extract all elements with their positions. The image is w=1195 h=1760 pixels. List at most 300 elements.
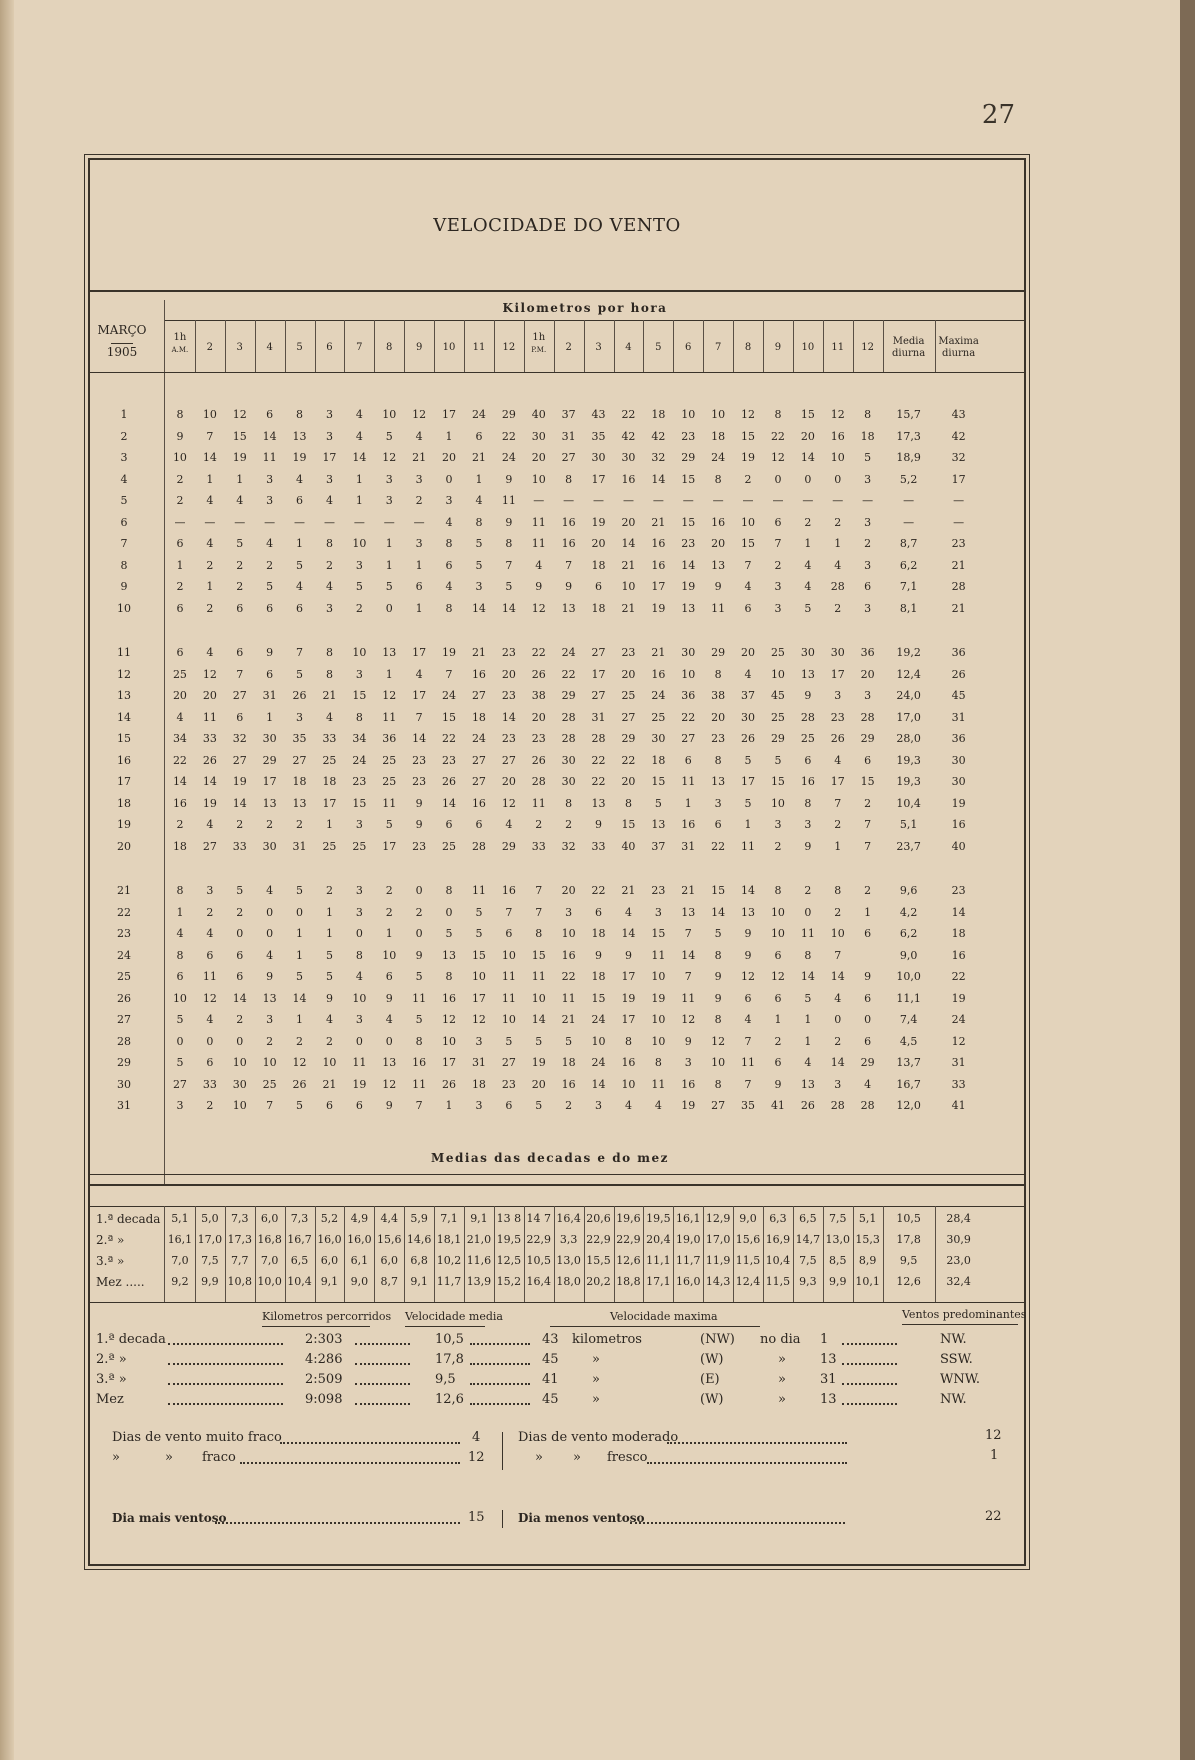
hourly-value: 3: [325, 408, 333, 421]
hourly-value: 8: [325, 667, 333, 681]
hourly-value: 20: [621, 667, 636, 681]
hourly-value: 12: [292, 1056, 307, 1069]
header-km: Kilometros percorridos: [262, 1310, 392, 1323]
hourly-value: 4: [744, 1013, 752, 1026]
hourly-value: 11: [711, 601, 726, 615]
hourly-value: 29: [711, 646, 726, 659]
hourly-value: 10: [651, 1034, 666, 1048]
dias-moderado-value: 12: [985, 1428, 1002, 1443]
hourly-value: 8: [445, 970, 453, 983]
hourly-value: 14: [412, 732, 427, 745]
hourly-value: 3: [385, 494, 393, 507]
hourly-value: 11: [202, 970, 217, 983]
hourly-value: 6: [864, 753, 872, 767]
hourly-value: 9: [714, 991, 722, 1005]
hourly-value: 6: [774, 1056, 782, 1069]
hourly-value: 25: [172, 667, 187, 681]
hourly-value: 9: [385, 1099, 393, 1112]
hourly-value: 28: [531, 775, 546, 788]
dias-divider: [502, 1510, 503, 1528]
hourly-value: 14: [621, 537, 636, 550]
hourly-value: 29: [262, 753, 277, 767]
hourly-value: 13: [711, 558, 726, 572]
dias-fraco-value: 12: [468, 1450, 485, 1465]
hourly-value: 2: [176, 818, 184, 831]
means-value: 7,5: [799, 1254, 817, 1267]
hourly-value: 9: [535, 580, 543, 593]
dias-fraco-b: »: [165, 1450, 173, 1465]
hourly-value: 2: [206, 601, 214, 615]
hourly-value: 9: [744, 948, 752, 962]
hourly-value: 0: [355, 1034, 363, 1048]
summary-vmed: 10,5: [435, 1332, 464, 1347]
hourly-value: 4: [236, 494, 244, 507]
hourly-value: 6: [804, 753, 812, 767]
hourly-value: 12: [770, 451, 785, 464]
hourly-value: 2: [266, 818, 274, 831]
hourly-value: 11: [501, 991, 516, 1005]
hourly-value: 2: [385, 884, 393, 897]
hourly-value: 2: [834, 818, 842, 831]
hourly-value: 2: [176, 472, 184, 486]
hourly-value: 27: [232, 689, 247, 702]
means-value: 19,5: [496, 1233, 522, 1246]
means-value: 6,0: [320, 1254, 339, 1267]
hourly-value: 10: [621, 580, 636, 593]
hourly-value: 7: [684, 927, 692, 940]
hourly-value: 25: [770, 710, 785, 724]
hourly-value: 10: [621, 1077, 636, 1091]
hourly-value: 4: [415, 667, 423, 681]
summary-unit: »: [592, 1372, 600, 1387]
summary-vento: NW.: [940, 1332, 967, 1347]
hourly-value: 3: [774, 818, 782, 831]
hourly-value: 23: [501, 646, 516, 659]
hourly-value: 29: [501, 408, 516, 421]
summary-dir: (NW): [700, 1332, 735, 1347]
hourly-value: 7: [415, 1099, 423, 1112]
hourly-value: 27: [202, 839, 217, 853]
hourly-value: 24: [561, 646, 576, 659]
hourly-value: 4: [206, 494, 214, 507]
hourly-value: 43: [591, 408, 606, 421]
hourly-value: 23: [531, 732, 546, 745]
hourly-value: 4: [624, 1099, 632, 1112]
hourly-value: 25: [322, 839, 337, 853]
hourly-value: 6: [445, 558, 453, 572]
daily-mean: 18,9: [896, 451, 921, 464]
hourly-value: 24: [471, 732, 486, 745]
hourly-value: 6: [236, 646, 244, 659]
hourly-value: 3: [206, 884, 214, 897]
hourly-value: 33: [531, 839, 546, 853]
hourly-value: 2: [834, 601, 842, 615]
hourly-value: 6: [595, 580, 603, 593]
hourly-value: 4: [445, 580, 453, 593]
hourly-value: 9: [864, 970, 872, 983]
hourly-value: 14: [501, 710, 516, 724]
hourly-value: 3: [415, 537, 423, 550]
hourly-value: 10: [591, 1034, 606, 1048]
hourly-value: 15: [651, 775, 666, 788]
hourly-value: 7: [206, 429, 214, 443]
summary-dia: 31: [820, 1372, 837, 1387]
hourly-value: 16: [561, 948, 576, 962]
means-value: 15,3: [855, 1233, 880, 1246]
hourly-value: 0: [445, 905, 453, 919]
hourly-value: 10: [232, 1099, 247, 1112]
hourly-value: 20: [202, 689, 217, 702]
hourly-value: 20: [711, 537, 726, 550]
hourly-value: 30: [621, 451, 636, 464]
means-value: 9,1: [470, 1212, 488, 1225]
hourly-value: 4: [206, 927, 214, 940]
hourly-value: 24: [501, 451, 516, 464]
hourly-value: 4: [266, 537, 274, 550]
hourly-value: 9: [266, 646, 274, 659]
hourly-value: 20: [621, 775, 636, 788]
hourly-value: 6: [475, 818, 483, 831]
hourly-value: 7: [505, 905, 513, 919]
hourly-value: 18: [471, 710, 486, 724]
day-label: 19: [117, 818, 131, 831]
means-row-label: 3.ª »: [96, 1254, 125, 1268]
means-value: 12,4: [735, 1275, 761, 1288]
hourly-value: 14: [501, 601, 516, 615]
hourly-value: 3: [355, 818, 363, 831]
hourly-value: 21: [322, 1077, 337, 1091]
hourly-value: 11: [531, 515, 546, 529]
hour-header-text: 6: [326, 342, 333, 353]
hourly-value: 3: [266, 472, 274, 486]
hourly-value: 14: [442, 796, 457, 810]
summary-dir: (E): [700, 1372, 720, 1387]
means-value: 10,4: [287, 1275, 312, 1288]
hourly-value: 14: [202, 451, 217, 464]
hourly-value: 31: [681, 839, 696, 853]
hourly-value: 10: [262, 1056, 277, 1069]
hourly-value: 15: [352, 796, 367, 810]
hourly-value: 8: [445, 601, 453, 615]
hourly-value: 1: [475, 472, 483, 486]
hourly-value: 11: [741, 839, 756, 853]
means-value: 20,4: [646, 1233, 671, 1246]
means-value: 3,3: [559, 1233, 578, 1246]
hourly-value: 2: [266, 1034, 274, 1048]
hourly-value: 14: [830, 1056, 845, 1069]
hourly-value: 1: [415, 558, 423, 572]
means-value: 11,6: [466, 1254, 492, 1267]
hourly-value: 18: [172, 839, 187, 853]
hourly-value: 7: [535, 905, 543, 919]
hourly-value: 22: [591, 775, 606, 788]
means-value: 7,3: [290, 1212, 309, 1225]
hourly-value: 30: [232, 1077, 247, 1091]
hourly-value: 8: [804, 948, 812, 962]
hourly-value: 15: [471, 948, 486, 962]
hourly-value: 17: [471, 991, 486, 1005]
hourly-value: 13: [681, 601, 696, 615]
day-label: 17: [117, 775, 131, 788]
hourly-value: 4: [325, 580, 333, 593]
hourly-value: 3: [834, 689, 842, 702]
hourly-value: 4: [325, 494, 333, 507]
hourly-value: 3: [355, 667, 363, 681]
summary-vmax: 45: [542, 1392, 559, 1407]
hourly-value: 18: [322, 775, 337, 788]
day-label: 8: [120, 558, 128, 572]
hourly-value: 33: [202, 1077, 217, 1091]
hourly-value: 25: [621, 689, 636, 702]
header-vmed-rule: [405, 1326, 485, 1327]
means-value: 10,2: [436, 1254, 462, 1267]
summary-leader: [470, 1403, 530, 1405]
hourly-value: 1: [296, 1013, 304, 1026]
means-value: 10,4: [765, 1254, 791, 1267]
hourly-value: 1: [296, 948, 304, 962]
hourly-value: 8: [176, 408, 184, 421]
hourly-value: 11: [681, 991, 696, 1005]
dias-moderado-label: Dias de vento moderado: [518, 1430, 679, 1445]
hourly-value: 10: [770, 796, 785, 810]
hourly-value: 11: [741, 1056, 756, 1069]
hourly-value: 19: [352, 1077, 367, 1091]
hourly-value: 24: [651, 689, 666, 702]
summary-unit: »: [592, 1352, 600, 1367]
hourly-value: 3: [266, 1013, 274, 1026]
hourly-value: 3: [864, 689, 872, 702]
summary-leader: [355, 1403, 410, 1405]
hourly-value: 22: [591, 753, 606, 767]
dias-fresco-a: »: [535, 1450, 543, 1465]
daily-max: 36: [951, 732, 966, 745]
daily-max: 14: [951, 905, 966, 919]
means-value: 8,7: [380, 1275, 398, 1288]
hourly-value: 20: [531, 451, 546, 464]
day-label: 14: [117, 710, 131, 724]
hourly-value: 11: [531, 796, 546, 810]
hourly-value: 26: [830, 732, 845, 745]
hourly-value: 20: [501, 667, 516, 681]
hourly-value: 5: [355, 580, 363, 593]
hourly-value: 20: [621, 515, 636, 529]
hourly-value: 0: [415, 884, 423, 897]
daily-mean: 17,0: [896, 710, 921, 724]
hourly-value: 3: [475, 1034, 483, 1048]
daily-mean: 8,7: [899, 537, 918, 550]
daily-mean: 6,2: [899, 927, 918, 940]
hourly-value: 8: [714, 948, 722, 962]
means-value: 8,9: [858, 1254, 877, 1267]
year-label: 1905: [106, 345, 138, 359]
hourly-value: 9: [505, 515, 513, 529]
hourly-value: 5: [445, 927, 453, 940]
hourly-value: 5: [266, 580, 274, 593]
hourly-value: 5: [385, 580, 393, 593]
hourly-value: 21: [621, 884, 636, 897]
hourly-value: 11: [262, 451, 277, 464]
day-label: 1: [120, 408, 128, 421]
hourly-value: 22: [711, 839, 726, 853]
hourly-value: —: [802, 494, 814, 507]
hourly-value: 9: [595, 948, 603, 962]
daily-mean: 9,0: [899, 948, 918, 962]
day-label: 22: [117, 905, 131, 919]
hourly-value: 35: [591, 429, 606, 443]
hourly-value: 14: [651, 472, 666, 486]
hourly-value: 7: [236, 667, 244, 681]
day-label: 15: [117, 732, 131, 745]
hourly-value: 5: [505, 580, 513, 593]
day-label: 9: [120, 580, 128, 593]
day-label: 25: [117, 970, 131, 983]
hourly-value: 3: [565, 905, 573, 919]
hourly-value: 3: [804, 818, 812, 831]
hourly-value: 35: [292, 732, 307, 745]
daily-max: 19: [951, 796, 966, 810]
hourly-value: 3: [595, 1099, 603, 1112]
means-value: 18,0: [556, 1275, 581, 1288]
hourly-value: 30: [651, 732, 666, 745]
hourly-value: 8: [624, 1034, 632, 1048]
hourly-value: 4: [206, 537, 214, 550]
hourly-value: 24: [352, 753, 367, 767]
hourly-value: 0: [236, 927, 244, 940]
hourly-value: —: [593, 494, 605, 507]
hourly-value: 12: [711, 1034, 726, 1048]
hourly-value: 4: [804, 558, 812, 572]
hourly-value: 5: [236, 884, 244, 897]
daily-mean: 12,4: [896, 667, 921, 681]
hourly-value: 27: [591, 689, 606, 702]
hourly-value: 30: [741, 710, 756, 724]
means-value: 15,5: [586, 1254, 611, 1267]
hourly-value: 5: [296, 667, 304, 681]
hourly-value: 15: [681, 515, 696, 529]
hourly-value: 5: [714, 927, 722, 940]
hourly-value: 1: [385, 558, 393, 572]
hourly-value: 6: [505, 927, 513, 940]
table-frame: [88, 158, 1026, 1566]
hourly-value: 3: [684, 1056, 692, 1069]
hourly-value: 6: [505, 1099, 513, 1112]
hourly-value: 6: [385, 970, 393, 983]
month-label: MARÇO: [97, 323, 147, 337]
daily-mean: 19,2: [896, 646, 921, 659]
hourly-value: 8: [714, 753, 722, 767]
hour-header-text: 8: [386, 342, 393, 353]
hourly-value: 12: [232, 408, 247, 421]
summary-leader: [168, 1383, 283, 1385]
summary-vmed: 12,6: [435, 1392, 464, 1407]
dias-muito-fraco-value: 4: [472, 1430, 481, 1445]
hourly-value: 17: [830, 667, 845, 681]
means-value: 4,9: [350, 1212, 369, 1225]
hourly-value: 27: [232, 753, 247, 767]
hourly-value: —: [622, 494, 634, 507]
summary-label: 2.ª »: [96, 1352, 127, 1367]
hourly-value: 12: [382, 1077, 397, 1091]
hourly-value: 17: [830, 775, 845, 788]
hourly-value: 19: [531, 1056, 546, 1069]
daily-mean: 23,7: [896, 839, 921, 853]
hourly-value: 18: [711, 429, 726, 443]
dias-fresco-c: fresco: [607, 1450, 648, 1465]
hourly-value: 18: [651, 408, 666, 421]
hourly-value: —: [264, 515, 276, 529]
hourly-value: 15: [621, 818, 636, 831]
hourly-value: 5: [415, 1013, 423, 1026]
day-label: 3: [120, 451, 128, 464]
hourly-value: 16: [681, 818, 696, 831]
hourly-value: 5: [535, 1099, 543, 1112]
hourly-value: 4: [415, 429, 423, 443]
hourly-value: 15: [860, 775, 875, 788]
hourly-value: 12: [830, 408, 845, 421]
hourly-value: 18: [591, 970, 606, 983]
hourly-value: 21: [561, 1013, 576, 1026]
hourly-value: 19: [232, 451, 247, 464]
hourly-value: 7: [445, 667, 453, 681]
hourly-value: 20: [442, 451, 457, 464]
hourly-value: 4: [176, 710, 184, 724]
means-value: 12,5: [496, 1254, 522, 1267]
means-value: 17,0: [197, 1233, 223, 1246]
hourly-value: 28: [860, 710, 875, 724]
hourly-value: 11: [382, 796, 397, 810]
hourly-value: 30: [830, 646, 845, 659]
means-value: 16,1: [675, 1212, 701, 1225]
hourly-value: 1: [385, 537, 393, 550]
hourly-value: 23: [352, 775, 367, 788]
hourly-value: 8: [445, 884, 453, 897]
hourly-value: 1: [325, 905, 333, 919]
hourly-value: 20: [531, 710, 546, 724]
hourly-value: 9: [804, 689, 812, 702]
dia-menos-ventoso-value: 22: [985, 1509, 1002, 1524]
hourly-value: 11: [501, 970, 516, 983]
hourly-value: 6: [236, 710, 244, 724]
daily-mean: 28,0: [896, 732, 921, 745]
means-value: 6,5: [290, 1254, 309, 1267]
daily-max: 30: [951, 775, 966, 788]
means-value: 9,2: [171, 1275, 189, 1288]
hourly-value: 42: [651, 429, 666, 443]
hourly-value: 17: [651, 580, 666, 593]
hourly-value: 4: [296, 472, 304, 486]
hourly-value: 21: [681, 884, 696, 897]
hourly-value: 31: [471, 1056, 486, 1069]
hourly-value: 0: [176, 1034, 184, 1048]
hourly-value: 10: [232, 1056, 247, 1069]
hourly-value: 27: [621, 710, 636, 724]
hourly-value: 26: [292, 689, 307, 702]
hourly-value: 31: [561, 429, 576, 443]
means-value: 16,9: [765, 1233, 791, 1246]
hourly-value: 1: [266, 710, 274, 724]
daily-max: 12: [951, 1034, 966, 1048]
hourly-value: 10: [830, 927, 845, 940]
hourly-value: 23: [681, 429, 696, 443]
hourly-value: 9: [325, 991, 333, 1005]
hourly-value: 15: [531, 948, 546, 962]
hourly-value: 16: [471, 667, 486, 681]
hourly-value: 9: [415, 796, 423, 810]
summary-vento: SSW.: [940, 1352, 973, 1367]
summary-vento: WNW.: [940, 1372, 980, 1387]
hourly-value: 1: [684, 796, 692, 810]
hourly-value: 6: [236, 948, 244, 962]
